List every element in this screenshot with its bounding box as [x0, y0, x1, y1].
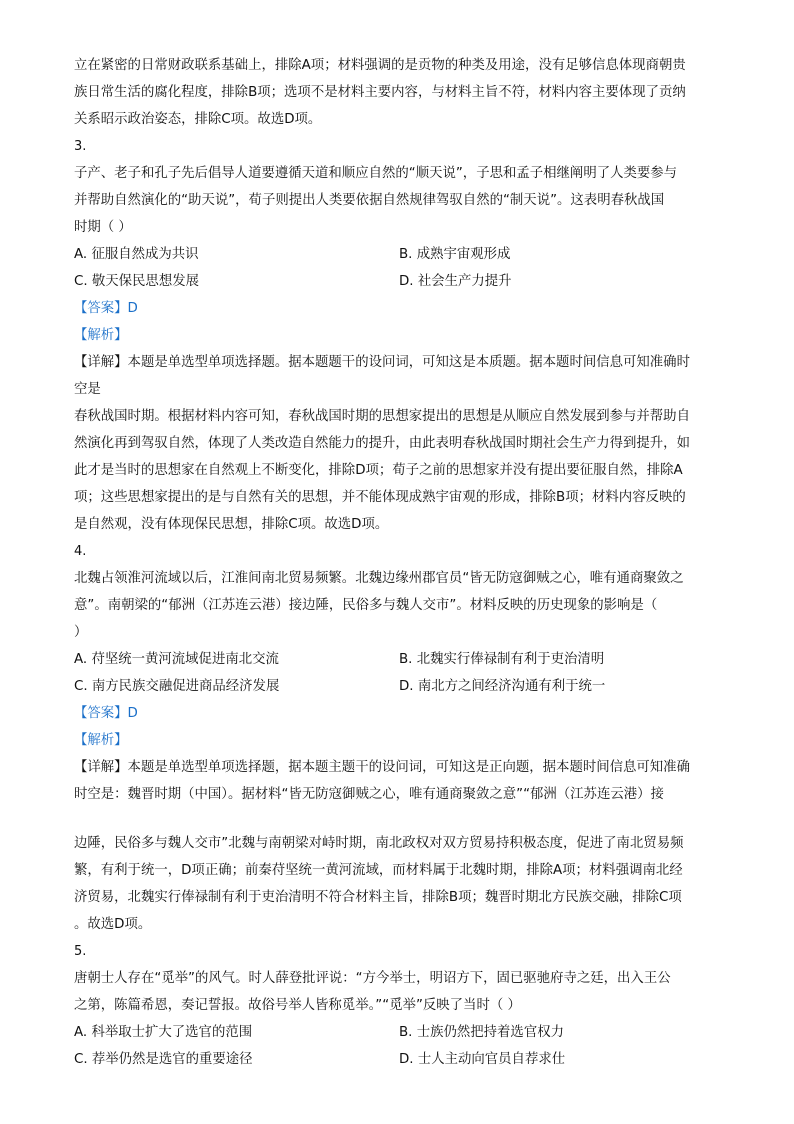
detail-line: 时空是：魏晋时期（中国）。据材料“皆无防寇御贼之心，唯有通商聚敛之意”“郁洲（江苏连云港）接	[74, 787, 664, 802]
detail-line: 空是	[74, 382, 101, 397]
detail-line: 春秋战国时期。根据材料内容可知，春秋战国时期的思想家提出的思想是从顺应自然发展到参与并帮助自	[74, 409, 690, 424]
text-line: 关系昭示政治姿态，排除C项。故选D项。	[74, 112, 322, 127]
detail-line: 此才是当时的思想家在自然观上不断变化，排除D项；荀子之前的思想家并没有提出要征服自然，排除A	[74, 463, 683, 478]
analysis-tag: 【解析】	[74, 328, 128, 343]
question-2-tail	[74, 52, 724, 133]
detail-line: 【详解】本题是单选型单项选择题，据本题主题干的设问词，可知这是正向题，据本题时间信息可知准确	[74, 760, 690, 775]
text-line: 族日常生活的腐化程度，排除B项；选项不是材料主要内容，与材料主旨不符，材料内容主要体现了贡纳	[74, 85, 686, 100]
option-c: C. 敬天保民思想发展	[74, 274, 199, 289]
options-grid	[74, 646, 724, 700]
analysis-tag: 【解析】	[74, 733, 128, 748]
question-stem-line: 唐朝士人存在“觅举”的风气。时人薛登批评说：“方今举士，明诏方下，固已驱驰府寺之廷，出入王公	[74, 971, 671, 986]
option-a: A. 科举取士扩大了选官的范围	[74, 1025, 253, 1040]
spacer	[74, 808, 724, 830]
option-d: D. 士人主动向官员自荐求仕	[399, 1052, 566, 1067]
question-4	[74, 538, 724, 938]
option-a: A. 征服自然成为共识	[74, 247, 199, 262]
question-stem-line: 时期（ ）	[74, 220, 132, 235]
detail-line: 【详解】本题是单选型单项选择题。据本题题干的设问词，可知这是本质题。据本题时间信息可知准确时	[74, 355, 690, 370]
option-b: B. 士族仍然把持着选官权力	[399, 1025, 564, 1040]
question-3	[74, 133, 724, 538]
option-b: B. 北魏实行俸禄制有利于吏治清明	[399, 652, 605, 667]
detail-line: 繁，有利于统一，D项正确；前秦苻坚统一黄河流域，而材料属于北魏时期，排除A项；材料强调南北经	[74, 863, 683, 878]
detail-line: 然演化再到驾驭自然，体现了人类改造自然能力的提升，由此表明春秋战国时期社会生产力得到提升，如	[74, 436, 690, 451]
options-grid	[74, 1019, 724, 1073]
detail-line: 。故选D项。	[74, 917, 152, 932]
question-number: 4.	[74, 544, 87, 559]
detail-line: 是自然观，没有体现保民思想，排除C项。故选D项。	[74, 517, 389, 532]
detail-line: 项；这些思想家提出的是与自然有关的思想，并不能体现成熟宇宙观的形成，排除B项；材料内容反映的	[74, 490, 686, 505]
option-c: C. 南方民族交融促进商品经济发展	[74, 679, 280, 694]
question-stem-line: 北魏占领淮河流域以后，江淮间南北贸易频繁。北魏边缘州郡官员“皆无防寇御贼之心，唯有通商聚敛之	[74, 571, 684, 586]
question-number: 3.	[74, 139, 87, 154]
question-5	[74, 938, 724, 1073]
detail-line: 边陲，民俗多与魏人交市”北魏与南朝梁对峙时期，南北政权对双方贸易持积极态度，促进了南北贸易频	[74, 836, 684, 851]
question-stem-line: 意”。南朝梁的“郁洲（江苏连云港）接边陲，民俗多与魏人交市”。材料反映的历史现象的影响是（	[74, 598, 658, 613]
option-a: A. 苻坚统一黄河流域促进南北交流	[74, 652, 279, 667]
text-line: 立在紧密的日常财政联系基础上，排除A项；材料强调的是贡物的种类及用途，没有足够信息体现商朝贵	[74, 58, 686, 73]
document-page	[74, 52, 724, 1073]
question-stem-line: 子产、老子和孔子先后倡导人道要遵循天道和顺应自然的“顺天说”，子思和孟子相继阐明了人类要参与	[74, 166, 678, 181]
option-c: C. 荐举仍然是选官的重要途径	[74, 1052, 253, 1067]
detail-line: 济贸易，北魏实行俸禄制有利于吏治清明不符合材料主旨，排除B项；魏晋时期北方民族交融，排除C项	[74, 890, 682, 905]
answer-tag: 【答案】D	[74, 301, 138, 316]
question-stem-line: 之第，陈篇希恩，奏记誓报。故俗号举人皆称觅举。”“觅举”反映了当时（ ）	[74, 998, 521, 1013]
option-d: D. 南北方之间经济沟通有利于统一	[399, 679, 606, 694]
options-grid	[74, 241, 724, 295]
question-stem-line: ）	[74, 625, 88, 640]
question-number: 5.	[74, 944, 87, 959]
option-d: D. 社会生产力提升	[399, 274, 512, 289]
option-b: B. 成熟宇宙观形成	[399, 247, 511, 262]
question-stem-line: 并帮助自然演化的“助天说”，荀子则提出人类要依据自然规律驾驭自然的“制天说”。这表明春秋战国	[74, 193, 665, 208]
answer-tag: 【答案】D	[74, 706, 138, 721]
